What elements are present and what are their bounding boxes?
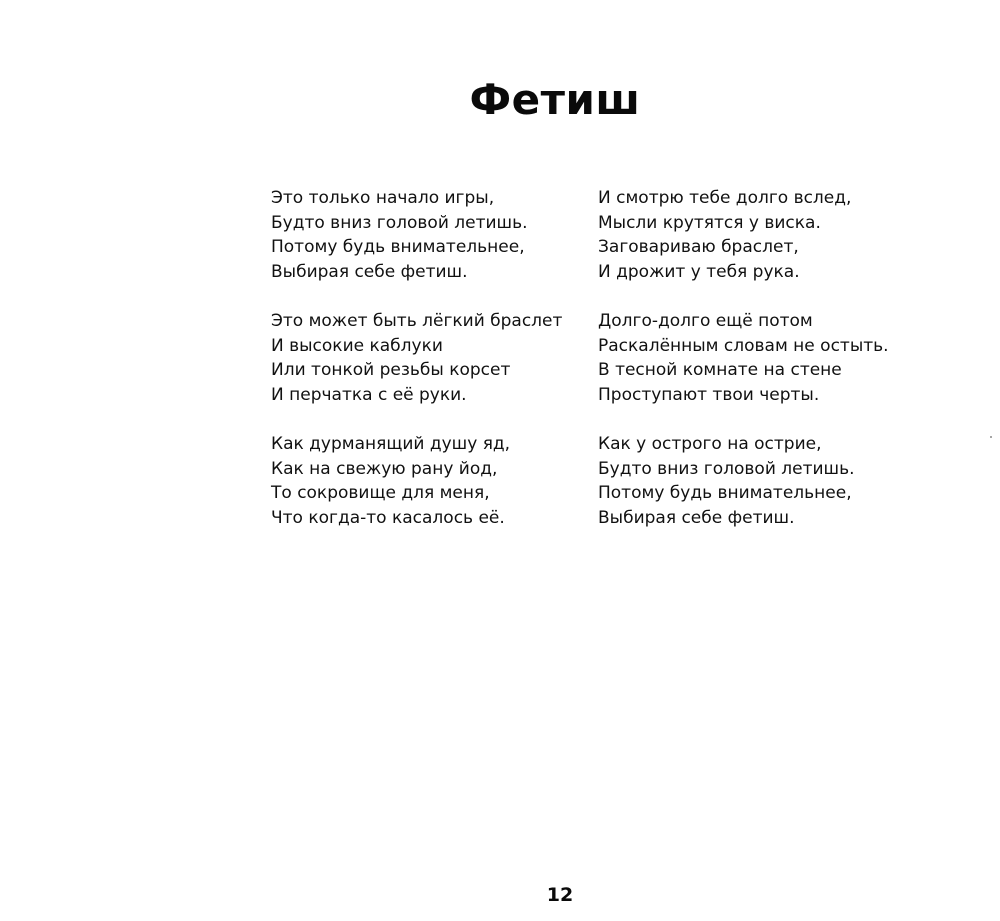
- poem-line: И дрожит у тебя рука.: [598, 261, 800, 282]
- poem-line: Выбирая себе фетиш.: [271, 261, 468, 282]
- poem-line: И перчатка с её руки.: [271, 384, 467, 405]
- poem-line: Проступают твои черты.: [598, 384, 820, 405]
- poem-line: И смотрю тебе долго вслед,: [598, 188, 852, 208]
- poem-line: Раскалённым словам не остыть.: [598, 335, 889, 356]
- poem-title: Фетиш: [469, 75, 641, 124]
- stanza-3: [271, 432, 591, 530]
- poem-line: Как у острого на острие,: [598, 434, 822, 454]
- poem-line: И высокие каблуки: [271, 335, 443, 356]
- poem-line: Мысли крутятся у виска.: [598, 212, 821, 233]
- poem-line: Это может быть лёгкий браслет: [271, 311, 563, 331]
- poem-line: Как на свежую рану йод,: [271, 458, 498, 479]
- poem-line: Что когда-то касалось её.: [271, 507, 505, 528]
- poem-line: Или тонкой резьбы корсет: [271, 360, 511, 380]
- poem-line: Будто вниз головой летишь.: [271, 212, 528, 233]
- stanza-5: [598, 309, 898, 407]
- poem-line: Это только начало игры,: [271, 188, 495, 208]
- poem-line: То сокровище для меня,: [271, 483, 490, 503]
- stanza-4: [598, 186, 898, 284]
- poem-line: Заговариваю браслет,: [598, 237, 799, 257]
- stanza-2: [271, 309, 591, 407]
- page-number: 12: [546, 884, 574, 906]
- scan-speck: [990, 436, 992, 438]
- stanza-6: [598, 432, 898, 530]
- stanza-1: [271, 186, 591, 284]
- poem-line: Потому будь внимательнее,: [271, 237, 525, 257]
- right-column: [598, 186, 898, 555]
- left-column: [271, 186, 591, 555]
- poem-line: Потому будь внимательнее,: [598, 483, 852, 503]
- poem-line: Долго-долго ещё потом: [598, 311, 813, 331]
- poem-line: Будто вниз головой летишь.: [598, 458, 855, 479]
- poem-line: Выбирая себе фетиш.: [598, 507, 795, 528]
- poem-line: В тесной комнате на стене: [598, 360, 842, 380]
- poem-line: Как дурманящий душу яд,: [271, 434, 511, 454]
